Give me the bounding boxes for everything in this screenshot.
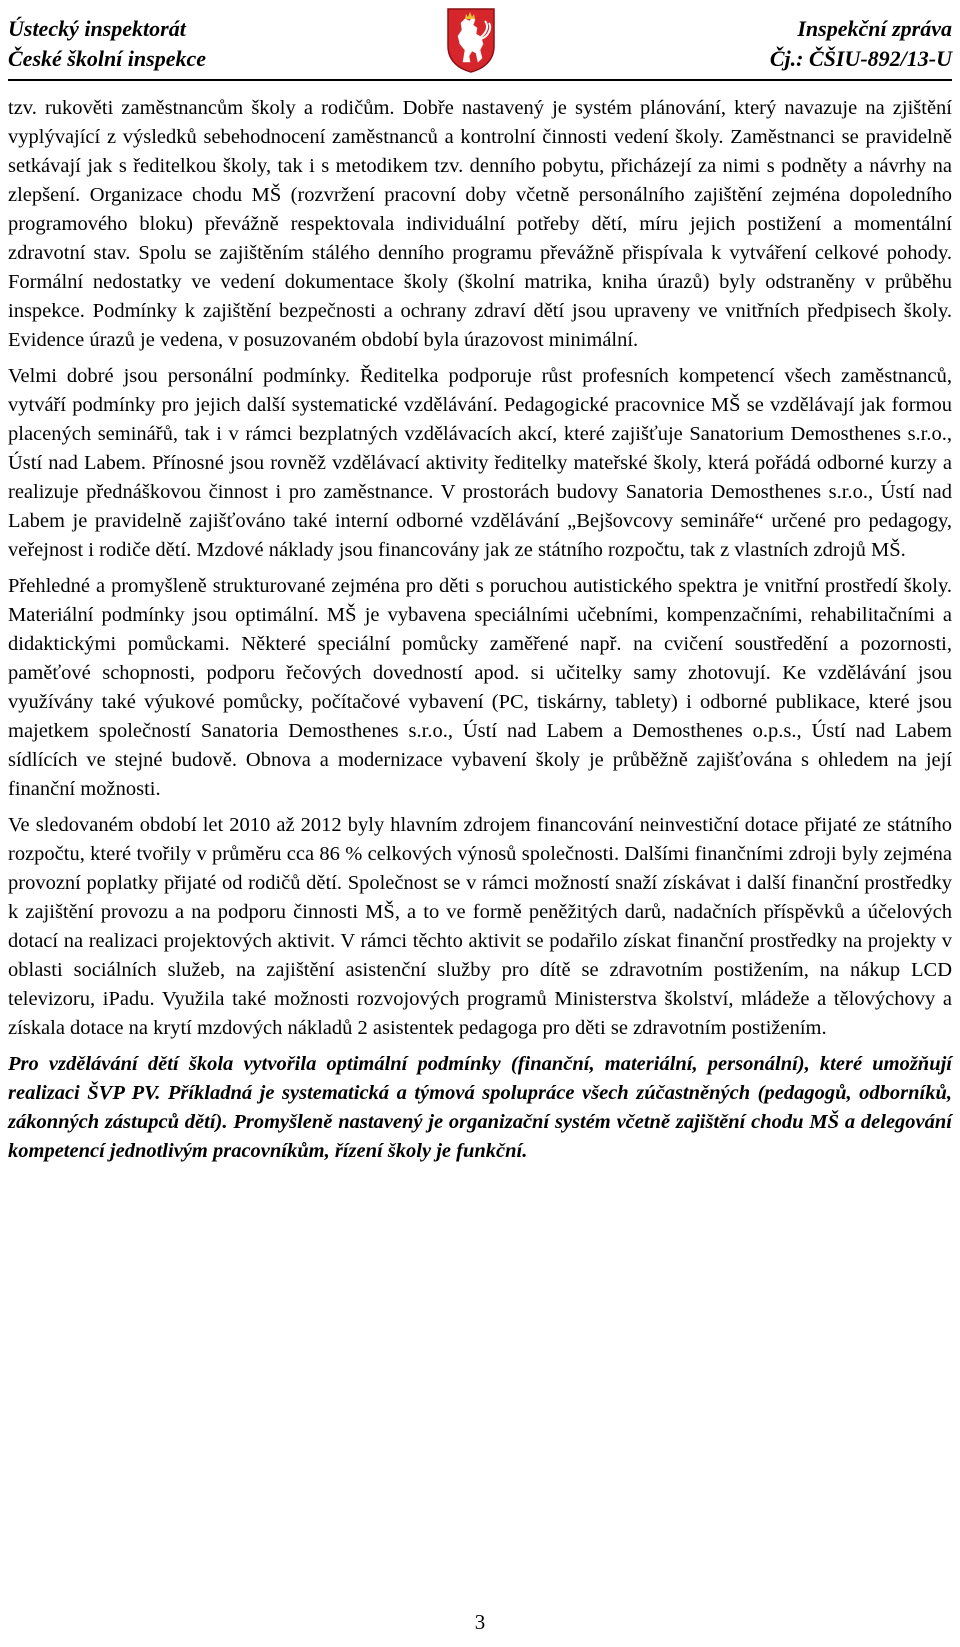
paragraph-financial: Ve sledovaném období let 2010 až 2012 byly hlavním zdrojem financování neinvestiční dotace přijaté ze státního rozpočtu, které tvořily v průměru cca 86 % celkových výnosů společnosti. Dalšími finančními zdroji byly zejména provozní poplatky přijaté od rodičů dětí. Společnost se v rámci možností snaží získávat i další finanční prostředky k zajištění provozu a na podporu činnosti MŠ, a to ve formě peněžitých darů, nadačních příspěvků a účelových dotací na realizaci projektových aktivit. V rámci těchto aktivit se podařilo získat finanční prostředky na projekty v oblasti sociálních služeb, na zajištění asistenční služby pro dítě se zdravotním postižením, na nákup LCD televizoru, iPadu. Využila také možnosti rozvojových programů Ministerstva školství, mládeže a tělovýchovy a získala dotace na krytí mzdových nákladů 2 asistentek pedagoga pro děti se zdravotním postižením. xyxy=(8,814,952,1039)
page-number: 3 xyxy=(474,1610,486,1634)
paragraph-conclusion: Pro vzdělávání dětí škola vytvořila optimální podmínky (finanční, materiální, personální), které umožňují realizaci ŠVP PV. Příkladná je systematická a týmová spolupráce všech zúčastněných (pedagogů, odborníků, zákonných zástupců dětí). Promyšleně nastavený je organizační systém včetně zajištění chodu MŠ a delegování kompetencí jednotlivým pracovníkům, řízení školy je funkční. xyxy=(8,1053,952,1162)
paragraph-management: tzv. rukověti zaměstnancům školy a rodičům. Dobře nastavený je systém plánování, který navazuje na zjištění vyplývající z výsledků sebehodnocení zaměstnanců a kontrolní činnosti vedení školy. Zaměstnanci se pravidelně setkávají jak s ředitelkou školy, tak i s metodikem tzv. denního pobytu, přicházejí za nimi s podněty a návrhy na zlepšení. Organizace chodu MŠ (rozvržení pracovní doby včetně personálního zajištění zejména dopoledního programového bloku) převážně respektovala individuální potřeby dětí, míru jejich postižení a momentální zdravotní stav. Spolu se zajištěním stálého denního programu převážně přispívala k vytváření celkové pohody. Formální nedostatky ve vedení dokumentace školy (školní matrika, kniha úrazů) byly odstraněny v průběhu inspekce. Podmínky k zajištění bezpečnosti a ochrany zdraví dětí jsou upraveny ve vnitřních předpisech školy. Evidence úrazů je vedena, v posuzovaném období byla úrazovost minimální. xyxy=(8,97,952,351)
paragraph-personnel: Velmi dobré jsou personální podmínky. Ředitelka podporuje růst profesních kompetencí všech zaměstnanců, vytváří podmínky pro jejich další systematické vzdělávání. Pedagogické pracovnice MŠ se vzdělávají jak formou placených seminářů, tak i v rámci bezplatných vzdělávacích akcí, které zajišťuje Sanatorium Demosthenes s.r.o., Ústí nad Labem. Přínosné jsou rovněž vzdělávací aktivity ředitelky mateřské školy, která pořádá odborné kurzy a realizuje přednáškovou činnost i pro zaměstnance. V prostorách budovy Sanatoria Demosthenes s.r.o., Ústí nad Labem je pravidelně zajišťováno také interní odborné vzdělávání „Bejšovcovy semináře“ určené pro pedagogy, veřejnost i rodiče dětí. Mzdové náklady jsou financovány jak ze státního rozpočtu, tak z vlastních zdrojů MŠ. xyxy=(8,365,952,561)
inspectorate-name: Ústecký inspektorát xyxy=(8,16,186,41)
czech-lion-emblem-icon xyxy=(445,6,497,74)
header-left xyxy=(8,14,206,74)
institution-name: České školní inspekce xyxy=(8,46,206,71)
header-right xyxy=(770,14,952,74)
report-type: Inspekční zpráva xyxy=(797,16,952,41)
report-body xyxy=(8,94,952,1173)
paragraph-material: Přehledné a promyšleně strukturované zejména pro děti s poruchou autistického spektra je vnitřní prostředí školy. Materiální podmínky jsou optimální. MŠ je vybavena speciálními učebními, kompenzačními, rehabilitačními a didaktickými pomůckami. Některé speciální pomůcky zaměřené např. na cvičení soustředění a pozornosti, paměťové schopnosti, podporu řečových dovedností apod. si učitelky samy zhotovují. Ke vzdělávání jsou využívány také výukové pomůcky, počítačové vybavení (PC, tiskárny, tablety) i odborné publikace, které jsou majetkem společností Sanatoria Demosthenes s.r.o., Ústí nad Labem a Demosthenes o.p.s., Ústí nad Labem sídlících ve stejné budově. Obnova a modernizace vybavení školy je průběžně zajišťována s ohledem na její finanční možnosti. xyxy=(8,575,952,800)
reference-number: Čj.: ČŠIU-892/13-U xyxy=(769,46,952,71)
header-divider xyxy=(8,79,952,81)
